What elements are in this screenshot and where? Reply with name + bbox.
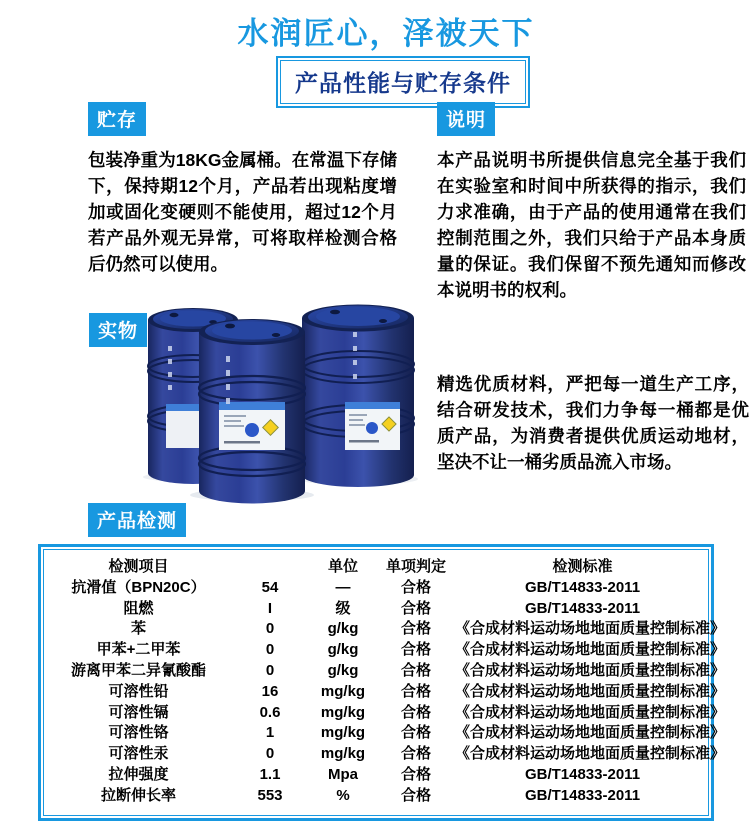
table-cell: 《合成材料运动场地地面质量控制标准》 <box>455 703 726 721</box>
table-cell: 合格 <box>400 724 431 742</box>
table-cell: 合格 <box>400 599 431 617</box>
table-cell: g/kg <box>327 641 359 659</box>
testing-section-label: 产品检测 <box>88 503 186 537</box>
table-cell: g/kg <box>327 661 359 679</box>
table-cell: 合格 <box>400 765 431 783</box>
table-cell: 《合成材料运动场地地面质量控制标准》 <box>455 682 726 700</box>
table-cell: 级 <box>335 599 351 617</box>
section-banner <box>276 56 530 108</box>
table-header-cell: 检测项目 <box>108 558 169 575</box>
page-title: 水润匠心，泽被天下 <box>237 16 535 51</box>
table-cell: GB/T14833-2011 <box>524 786 641 804</box>
table-row <box>46 640 710 661</box>
table-cell: 阻燃 <box>123 599 154 617</box>
drum-back-right <box>302 305 414 488</box>
table-row <box>46 723 710 744</box>
table-cell: 54 <box>261 578 279 596</box>
product-drums-image <box>128 298 428 508</box>
table-cell: 1 <box>265 724 275 742</box>
quality-text: 精选优质材料，严把每一道生产工序，结合研发技术，我们力争每一桶都是优质产品，为消费者提供优质运动地材，坚决不让一桶劣质品流入市场。 <box>437 374 749 472</box>
table-row <box>46 599 710 620</box>
table-cell: 合格 <box>400 745 431 763</box>
table-row <box>46 703 710 724</box>
table-cell: GB/T14833-2011 <box>524 599 641 617</box>
table-cell: 拉伸强度 <box>108 765 169 783</box>
banner-text: 产品性能与贮存条件 <box>280 60 526 104</box>
storage-text: 包装净重为18KG金属桶。在常温下存储下，保持期12个月，产品若出现粘度增加或固化变硬则不能使用，超过12个月若产品外观无异常，可将取样检测合格后仍然可以使用。 <box>88 150 397 274</box>
table-row <box>46 765 710 786</box>
drum-label <box>219 402 285 450</box>
table-cell: I <box>267 599 273 617</box>
table-cell: 《合成材料运动场地地面质量控制标准》 <box>455 641 726 659</box>
storage-section-label: 贮存 <box>88 102 146 136</box>
table-cell: mg/kg <box>320 724 366 742</box>
drum-label <box>345 402 400 450</box>
test-results-grid <box>46 557 726 807</box>
test-results-table-inner <box>43 549 726 816</box>
table-cell: 0.6 <box>259 703 281 721</box>
table-cell: 0 <box>265 745 275 763</box>
table-cell: 可溶性铬 <box>108 724 169 742</box>
table-cell: 游离甲苯二异氰酸酯 <box>70 661 206 679</box>
table-cell: 《合成材料运动场地地面质量控制标准》 <box>455 661 726 679</box>
table-cell: 合格 <box>400 578 431 596</box>
table-cell: GB/T14833-2011 <box>524 765 641 783</box>
table-cell: 合格 <box>400 682 431 700</box>
table-cell: 抗滑值（BPN20C） <box>71 578 206 596</box>
table-header-cell: 检测标准 <box>552 558 613 575</box>
table-cell: 甲苯+二甲苯 <box>96 641 181 659</box>
table-cell: 苯 <box>130 620 146 638</box>
table-cell: 1.1 <box>259 765 281 783</box>
table-cell: — <box>335 578 351 596</box>
table-cell: GB/T14833-2011 <box>524 578 641 596</box>
test-results-table <box>38 544 726 821</box>
table-header-cell: 单位 <box>327 558 358 575</box>
table-row <box>46 682 710 703</box>
table-cell: 可溶性铅 <box>108 682 169 700</box>
table-cell: 553 <box>257 786 283 804</box>
table-cell: 16 <box>261 682 279 700</box>
table-row <box>46 786 710 807</box>
table-header-row <box>46 557 710 578</box>
table-cell: 《合成材料运动场地地面质量控制标准》 <box>455 620 726 638</box>
table-cell: 可溶性汞 <box>108 745 169 763</box>
table-header-cell: 单项判定 <box>385 558 446 575</box>
table-row <box>46 619 710 640</box>
table-cell: 合格 <box>400 661 431 679</box>
table-row <box>46 661 710 682</box>
table-cell: 可溶性镉 <box>108 703 169 721</box>
table-cell: 0 <box>265 661 275 679</box>
table-row <box>46 578 710 599</box>
table-cell: 合格 <box>400 641 431 659</box>
table-cell: mg/kg <box>320 703 366 721</box>
table-cell: 0 <box>265 620 275 638</box>
product-section-label: 实物 <box>89 313 147 347</box>
instructions-section-label: 说明 <box>437 102 495 136</box>
table-cell: 0 <box>265 641 275 659</box>
instructions-text: 本产品说明书所提供信息完全基于我们在实验室和时间中所获得的指示，我们力求准确，由于产品的使用通常在我们控制范围之外，我们只给于产品本身质量的保证。我们保留不预先通知而修改本说明书的权利。 <box>437 150 746 300</box>
table-cell: 《合成材料运动场地地面质量控制标准》 <box>455 745 726 763</box>
table-cell: g/kg <box>327 620 359 638</box>
table-cell: 合格 <box>400 786 431 804</box>
table-cell: mg/kg <box>320 745 366 763</box>
table-cell: 合格 <box>400 620 431 638</box>
table-cell: mg/kg <box>320 682 366 700</box>
table-header-cell <box>231 557 309 578</box>
table-cell: % <box>336 786 350 804</box>
drum-front <box>199 319 305 504</box>
table-row <box>46 744 710 765</box>
table-cell: 《合成材料运动场地地面质量控制标准》 <box>455 724 726 742</box>
table-cell: 合格 <box>400 703 431 721</box>
table-cell: 拉断伸长率 <box>100 786 176 804</box>
table-cell: Mpa <box>328 765 358 783</box>
